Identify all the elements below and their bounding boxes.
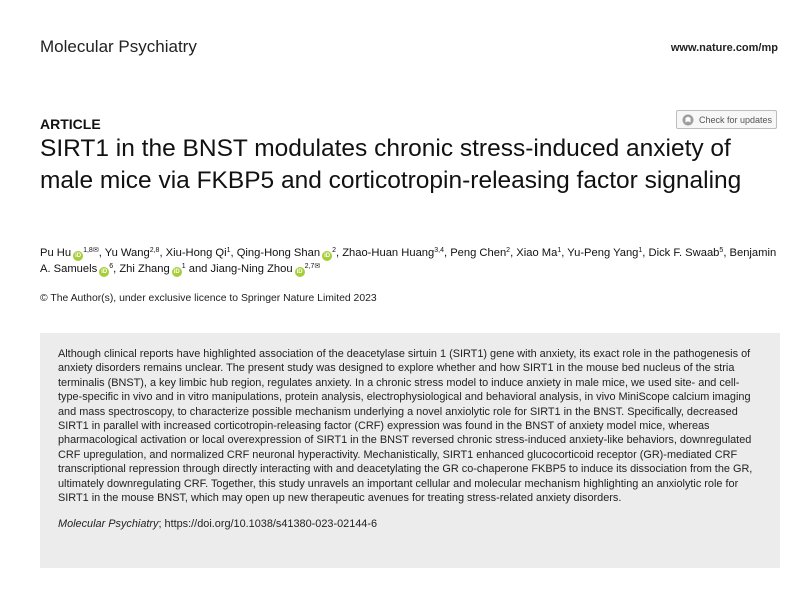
author-entry <box>105 247 166 259</box>
author-name[interactable]: Pu Hu <box>40 247 72 259</box>
abstract-citation <box>58 517 762 531</box>
author-separator: , <box>230 247 237 259</box>
check-updates-label: Check for updates <box>699 114 773 125</box>
orcid-icon[interactable]: iD <box>101 269 108 275</box>
author-separator: , <box>113 263 120 275</box>
author-separator: , <box>723 247 730 259</box>
author-affiliation-sup: 2,7✉ <box>304 263 321 270</box>
author-affiliation-sup: 5 <box>719 247 724 254</box>
author-name[interactable]: Dick F. Swaab <box>648 247 720 259</box>
author-separator: , <box>561 247 568 259</box>
abstract-text: Although clinical reports have highlighted association of the deacetylase sirtuin 1 (SIRT1) gene with anxiety, its exact role in the pathogenesis of anxiety disorders remains unclear. The present study was designed to explore whether and how SIRT1 in the mouse bed nucleus of the stria terminalis (BNST), a key limbic hub region, regulates anxiety. In a chronic stress model to induce anxiety in male mice, we used site- and cell-type-specific in vivo and in vitro manipulations, protein analysis, electrophysiological and behavioral analysis, in vivo MiniScope calcium imaging and mass spectroscopy, to characterize possible mechanism underlying a novel anxiolytic role for SIRT1 in the BNST. Specifically, decreased SIRT1 in parallel with increased corticotropin-releasing factor (CRF) expression was found in the BNST of anxiety model mice, whereas pharmacological activation or local overexpression of SIRT1 in the BNST reversed chronic stress-induced anxiety-like behaviors, downregulated CRF upregulation, and normalized CRF neuronal hyperactivity. Mechanistically, SIRT1 enhanced glucocorticoid receptor (GR)-mediated CRF transcriptional repression through directly interacting with and deacetylating the GR co-chaperone FKBP5 to induce its dissociation from the GR, ultimately downregulating CRF. Together, this study unravels an important cellular and molecular mechanism highlighting an anxiolytic role for SIRT1 in the mouse BNST, which may open up new therapeutic avenues for treating stress-related anxiety disorders. <box>58 348 753 505</box>
author-affiliation-sup: 2 <box>506 247 511 254</box>
email-icon[interactable]: ✉ <box>314 263 321 270</box>
author-name[interactable]: Xiu-Hong Qi <box>165 247 227 259</box>
author-name[interactable]: Qing-Hong Shan <box>236 247 321 259</box>
author-name[interactable]: Peng Chen <box>450 247 507 259</box>
article-title: SIRT1 in the BNST modulates chronic stress-induced anxiety of male mice via FKBP5 and corticotropin-releasing factor signaling <box>40 135 742 194</box>
citation-journal: Molecular Psychiatry <box>58 518 159 531</box>
author-entry <box>40 247 105 259</box>
author-name[interactable]: Benjamin A. Samuels <box>40 247 777 275</box>
orcid-icon[interactable]: iD <box>296 269 303 275</box>
author-name[interactable]: Yu Wang <box>104 247 150 259</box>
author-affiliation-sup: 1 <box>638 247 643 254</box>
author-entry <box>342 247 450 259</box>
abstract-box <box>40 333 780 568</box>
author-affiliation-sup: 1 <box>226 247 231 254</box>
check-updates-icon <box>682 114 694 126</box>
author-separator: , <box>510 247 517 259</box>
author-entry <box>516 247 567 259</box>
journal-site-link[interactable]: www.nature.com/mp <box>670 42 778 54</box>
author-affiliation-sup: 1 <box>181 263 186 270</box>
journal-name: Molecular Psychiatry <box>40 37 197 56</box>
check-for-updates-button[interactable] <box>676 110 777 129</box>
author-entry <box>237 247 342 259</box>
author-name[interactable]: Zhi Zhang <box>119 263 170 275</box>
author-separator: , <box>443 247 451 259</box>
author-entry <box>567 247 648 259</box>
author-affiliation-sup: 2,8 <box>149 247 160 254</box>
author-separator: , <box>98 247 105 259</box>
author-affiliation-sup: 2 <box>332 247 336 254</box>
citation-doi[interactable]: ; https://doi.org/10.1038/s41380-023-02144-6 <box>158 518 378 531</box>
author-affiliation-sup: 1 <box>557 247 562 254</box>
author-affiliation-sup: 1,8✉ <box>83 247 99 254</box>
author-entry <box>450 247 516 259</box>
orcid-icon[interactable]: iD <box>75 253 82 259</box>
author-entry <box>649 247 730 259</box>
author-name[interactable]: Jiang-Ning Zhou <box>210 263 293 275</box>
author-entry <box>166 247 237 259</box>
orcid-icon[interactable]: iD <box>324 253 331 259</box>
author-separator: , <box>642 247 649 259</box>
author-entry <box>119 263 210 275</box>
author-name[interactable]: Xiao Ma <box>516 247 558 259</box>
author-name[interactable]: Yu-Peng Yang <box>567 247 639 259</box>
author-entry <box>211 263 321 275</box>
article-type: ARTICLE <box>40 116 101 132</box>
author-separator: and <box>185 263 211 275</box>
orcid-icon[interactable]: iD <box>173 269 180 275</box>
author-name[interactable]: Zhao-Huan Huang <box>342 247 435 259</box>
copyright-notice: © The Author(s), under exclusive licence to Springer Nature Limited 2023 <box>40 293 377 304</box>
author-affiliation-sup: 3,4 <box>434 247 444 254</box>
author-separator: , <box>335 247 343 259</box>
author-affiliation-sup: 6 <box>109 263 114 270</box>
author-list <box>40 245 780 277</box>
author-separator: , <box>159 247 166 259</box>
email-icon[interactable]: ✉ <box>92 247 99 254</box>
